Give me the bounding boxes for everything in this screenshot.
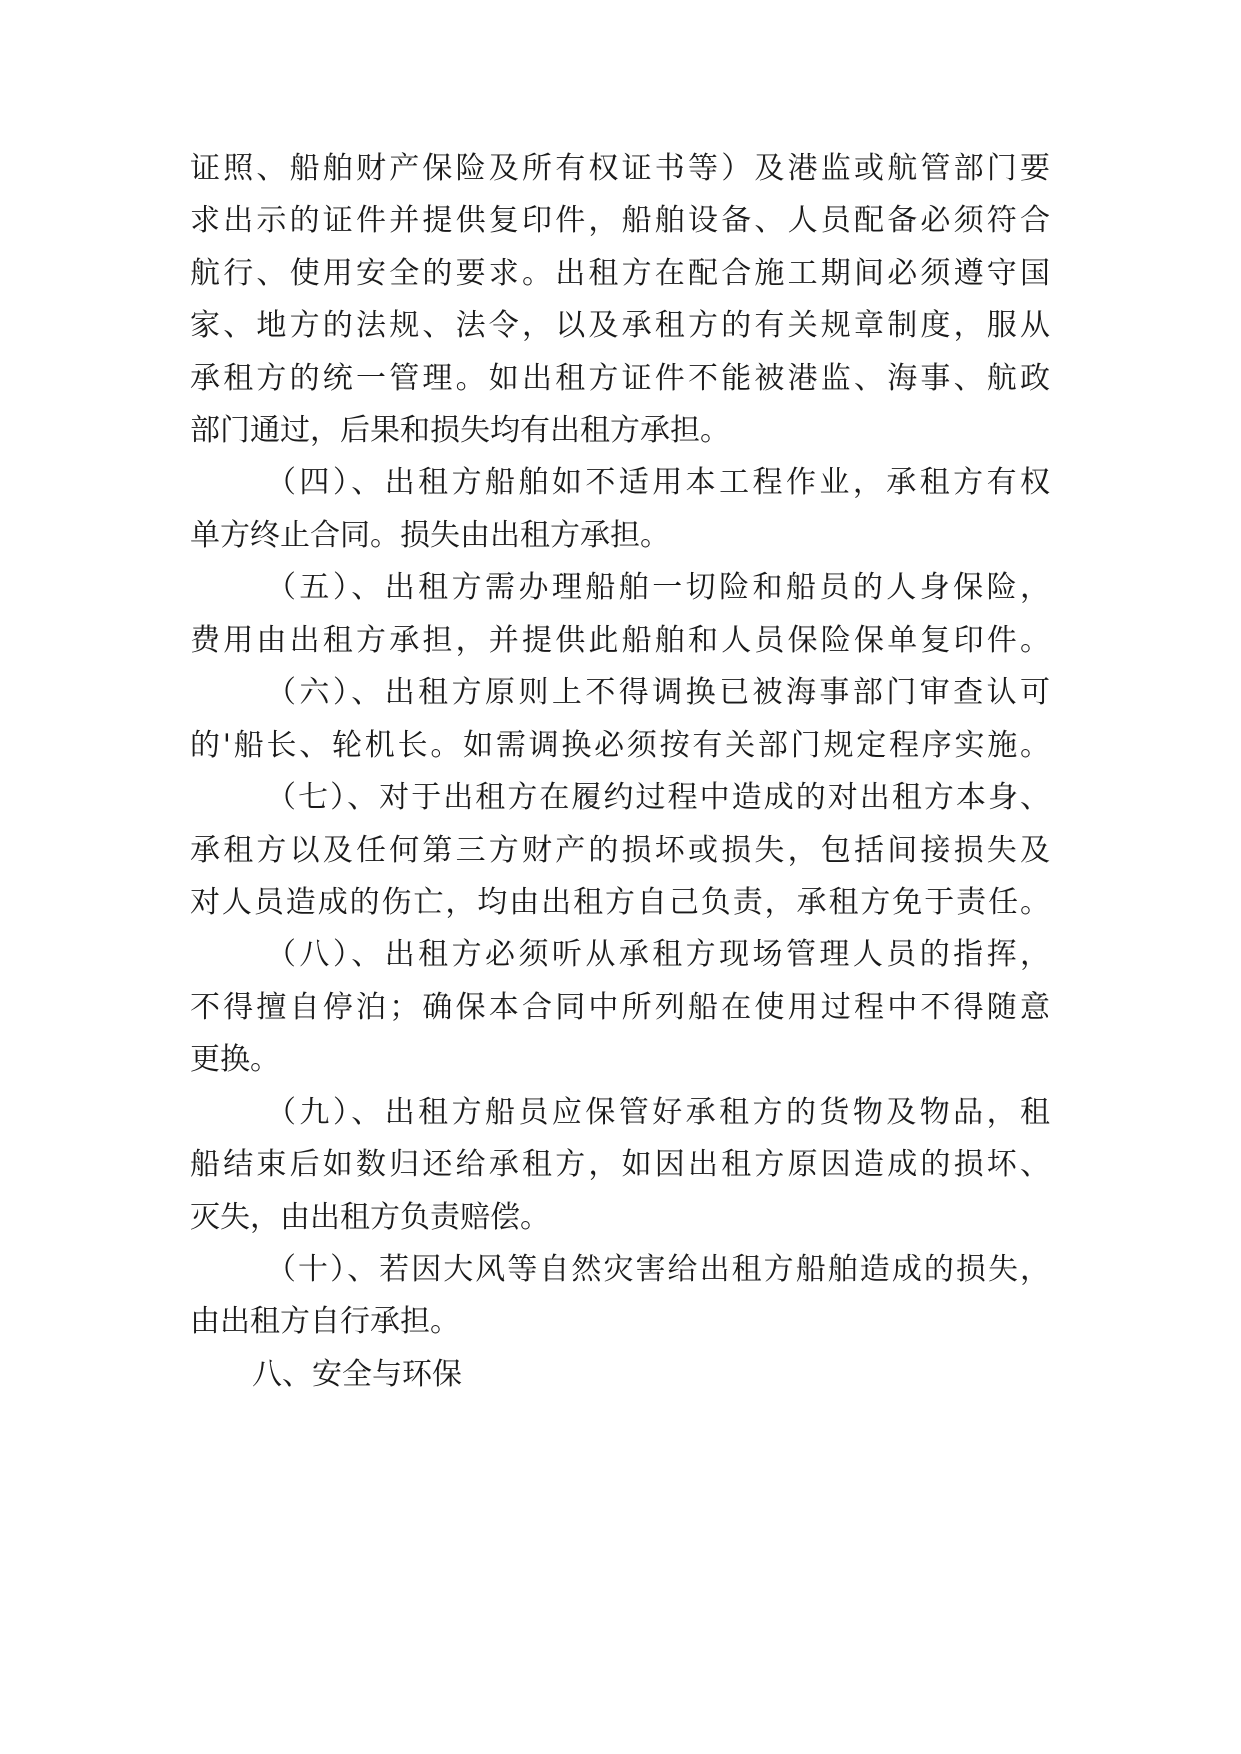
text-line: 费用由出租方承担，并提供此船舶和人员保险保单复印件。 [190, 623, 1050, 658]
section-heading: 八、安全与环保 [252, 1357, 462, 1392]
text-line: 由出租方自行承担。 [190, 1304, 460, 1339]
text-line: （八）、出租方必须听从承租方现场管理人员的指挥， [266, 937, 1050, 972]
text-line: 不得擅自停泊；确保本合同中所列船在使用过程中不得随意 [190, 990, 1050, 1025]
text-line: 家、地方的法规、法令，以及承租方的有关规章制度，服从 [190, 308, 1050, 343]
text-line: 船结束后如数归还给承租方，如因出租方原因造成的损坏、 [190, 1147, 1050, 1182]
text-line: （十）、若因大风等自然灾害给出租方船舶造成的损失， [266, 1252, 1050, 1287]
text-line: 更换。 [190, 1042, 280, 1077]
text-line: 的'船长、轮机长。如需调换必须按有关部门规定程序实施。 [190, 728, 1050, 763]
text-line: 求出示的证件并提供复印件，船舶设备、人员配备必须符合 [190, 203, 1050, 238]
text-line: （四）、出租方船舶如不适用本工程作业，承租方有权 [266, 465, 1050, 500]
text-line: 灭失，由出租方负责赔偿。 [190, 1200, 550, 1235]
text-line: （七）、对于出租方在履约过程中造成的对出租方本身、 [266, 780, 1050, 815]
text-line: （五）、出租方需办理船舶一切险和船员的人身保险， [266, 570, 1050, 605]
text-line: 对人员造成的伤亡，均由出租方自己负责，承租方免于责任。 [190, 885, 1050, 920]
text-line: （六）、出租方原则上不得调换已被海事部门审查认可 [266, 675, 1050, 710]
text-line: （九）、出租方船员应保管好承租方的货物及物品，租 [266, 1095, 1050, 1130]
text-line: 部门通过，后果和损失均有出租方承担。 [190, 413, 730, 448]
text-line: 单方终止合同。损失由出租方承担。 [190, 518, 670, 553]
text-line: 承租方以及任何第三方财产的损坏或损失，包括间接损失及 [190, 833, 1050, 868]
text-line: 证照、船舶财产保险及所有权证书等）及港监或航管部门要 [190, 151, 1050, 186]
text-line: 航行、使用安全的要求。出租方在配合施工期间必须遵守国 [190, 256, 1050, 291]
text-line: 承租方的统一管理。如出租方证件不能被港监、海事、航政 [190, 361, 1050, 396]
